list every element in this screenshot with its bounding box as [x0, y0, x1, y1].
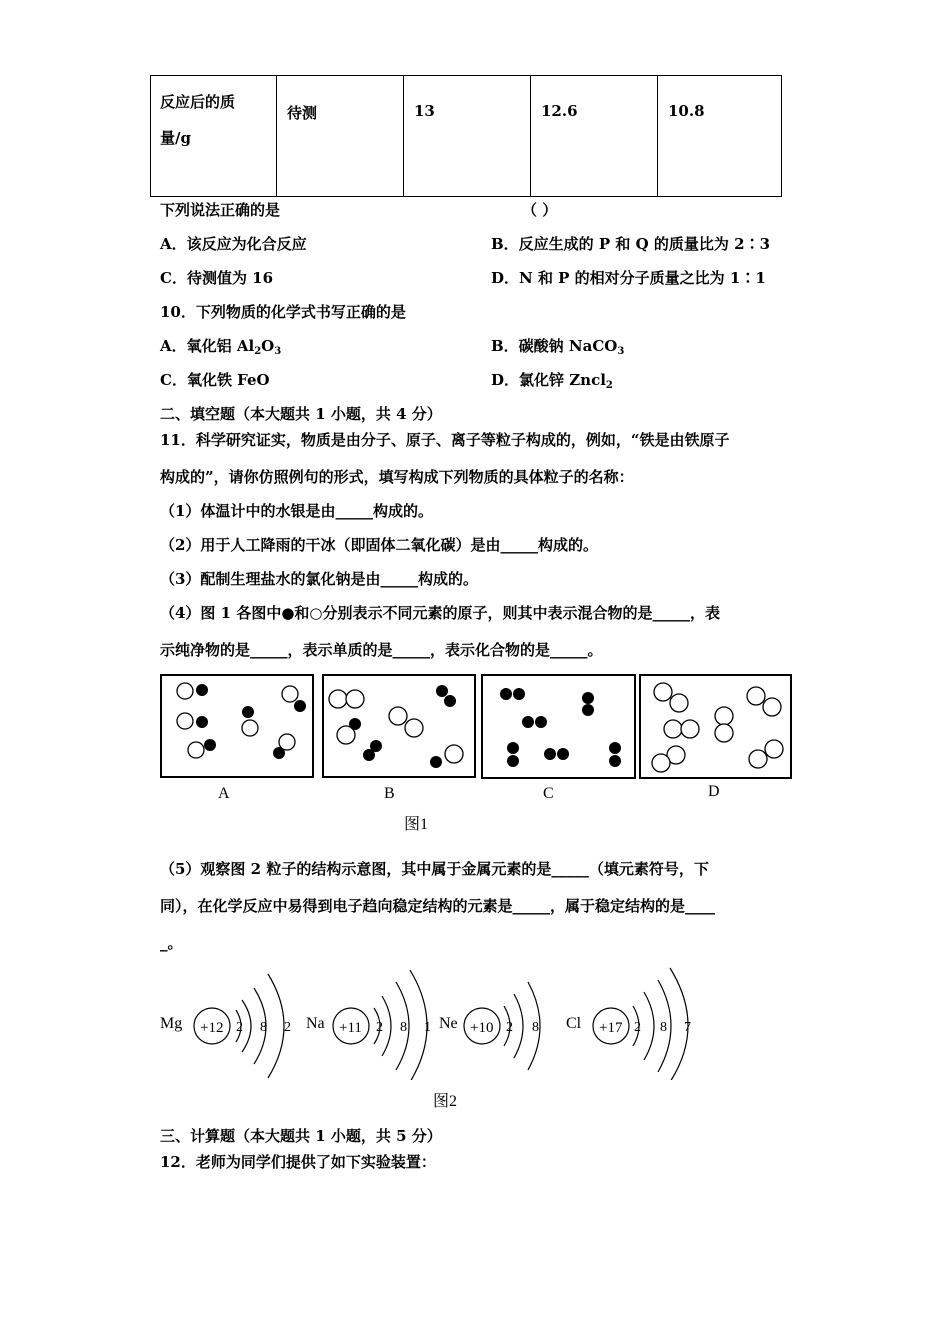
q11-part-4-line-1: （4）图 1 各图中●和○分别表示不同元素的原子，则其中表示混合物的是_____，表	[160, 604, 720, 622]
q11-line-2: 构成的”，请你仿照例句的形式，填写构成下列物质的具体粒子的名称：	[160, 468, 634, 486]
atom-shell-ne-2: 8	[532, 1020, 539, 1035]
atom-symbol-ne: Ne	[439, 1015, 458, 1032]
q12-stem: 12．老师为同学们提供了如下实验装置：	[160, 1153, 436, 1171]
atom-nucleus-cl: +17	[599, 1020, 623, 1036]
q10-stem: 10．下列物质的化学式书写正确的是	[160, 303, 406, 321]
q11-part-4-line-2: 示纯净物的是_____，表示单质的是_____，表示化合物的是_____。	[160, 641, 603, 659]
atom-symbol-na: Na	[306, 1015, 325, 1032]
fig1-box-b	[322, 674, 476, 778]
q10-option-a: A．氧化铝 $Al_2O_3$	[160, 337, 282, 357]
atom-shell-na-1: 2	[376, 1020, 383, 1035]
q11-part-2: （2）用于人工降雨的干冰（即固体二氧化碳）是由_____构成的。	[160, 536, 598, 554]
fig2-caption: 图2	[433, 1093, 458, 1110]
atom-shell-mg-2: 8	[260, 1020, 267, 1035]
fig1-label-d: D	[708, 783, 720, 800]
q10-option-c: C．氧化铁 FeO	[160, 371, 270, 389]
fig1-caption: 图1	[404, 816, 429, 833]
fig1-box-d	[639, 674, 792, 779]
section-3-heading: 三、计算题（本大题共 1 小题，共 5 分）	[160, 1127, 442, 1145]
table-cell: 12.6	[531, 76, 658, 197]
fig1-label-c: C	[543, 785, 554, 802]
q9-stem: 下列说法正确的是	[160, 201, 281, 219]
q9-option-c: C．待测值为 16	[160, 269, 274, 287]
atom-nucleus-na: +11	[339, 1020, 362, 1036]
mass-table	[150, 75, 782, 197]
atom-shell-cl-2: 8	[660, 1020, 667, 1035]
atom-shell-na-3: 1	[424, 1020, 431, 1035]
q11-part-5-line-2: 同），在化学反应中易得到电子趋向稳定结构的元素是_____，属于稳定结构的是____	[160, 897, 716, 915]
table-cell: 13	[404, 76, 531, 197]
mg-shell-3	[268, 974, 284, 1078]
fig1-label-a: A	[218, 785, 230, 802]
cl-shell-2	[644, 992, 654, 1060]
atom-shell-mg-3: 2	[284, 1020, 291, 1035]
table-cell: 10.8	[658, 76, 782, 197]
q9-answer-paren: （ ）	[522, 201, 558, 219]
fig1-box-c	[481, 674, 636, 779]
q9-option-d: D．N 和 P 的相对分子质量之比为 1∶1	[491, 269, 766, 287]
atom-shell-ne-1: 2	[506, 1020, 513, 1035]
q10-option-d: D．氯化锌 Zncl$_2$	[491, 371, 613, 391]
q11-line-1: 11．科学研究证实，物质是由分子、原子、离子等粒子构成的，例如，“铁是由铁原子	[160, 431, 730, 449]
q10-option-b: B．碳酸钠 NaCO$_3$	[491, 337, 625, 357]
fig1-particles-c	[483, 676, 634, 777]
table-cell: 待测	[277, 76, 404, 197]
atom-shell-mg-1: 2	[236, 1020, 243, 1035]
fig1-particles-b	[324, 676, 474, 776]
q11-part-3: （3）配制生理盐水的氯化钠是由_____构成的。	[160, 570, 478, 588]
section-2-heading: 二、填空题（本大题共 1 小题，共 4 分）	[160, 405, 442, 423]
fig1-particles-d	[641, 676, 790, 777]
na-shell-2	[382, 996, 391, 1056]
q11-part-5-line-1: （5）观察图 2 粒子的结构示意图，其中属于金属元素的是_____（填元素符号，下	[160, 860, 709, 878]
ne-shell-1b	[514, 994, 523, 1058]
atom-nucleus-mg: +12	[200, 1020, 224, 1036]
atom-shell-cl-1: 2	[634, 1020, 641, 1035]
atom-shell-cl-3: 7	[684, 1020, 691, 1035]
fig1-box-a	[160, 674, 314, 778]
atom-shell-na-2: 8	[400, 1020, 407, 1035]
q11-part-5-line-3: _。	[160, 934, 183, 952]
q11-part-1: （1）体温计中的水银是由_____构成的。	[160, 502, 433, 520]
q9-option-b: B．反应生成的 P 和 Q 的质量比为 2∶3	[491, 235, 771, 253]
atom-symbol-mg: Mg	[160, 1015, 183, 1032]
atom-symbol-cl: Cl	[566, 1015, 582, 1032]
fig2-atom-diagrams	[150, 960, 710, 1080]
q9-option-a: A．该反应为化合反应	[160, 235, 307, 253]
mg-shell-1b	[242, 1000, 251, 1052]
table-row-label: 反应后的质 量/g	[151, 76, 277, 197]
atom-nucleus-ne: +10	[470, 1020, 494, 1036]
fig1-particles-a	[162, 676, 312, 776]
fig1-label-b: B	[384, 785, 395, 802]
